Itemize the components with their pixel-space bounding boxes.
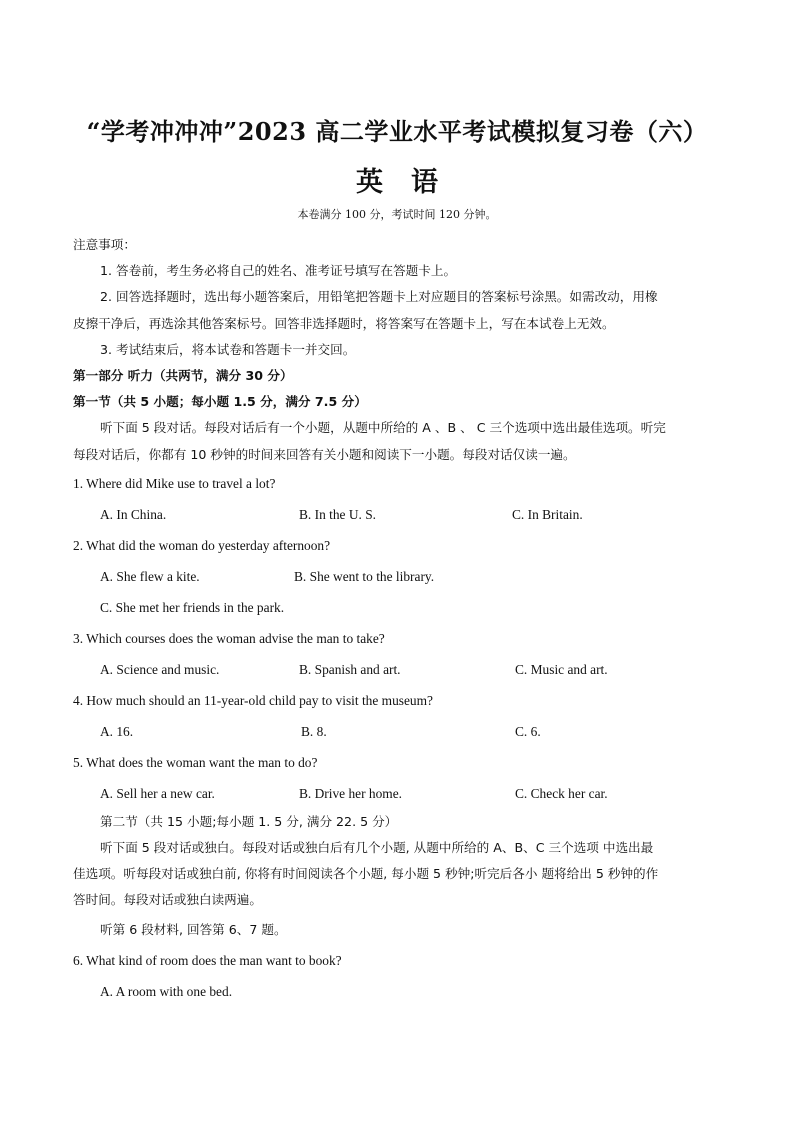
question-1: 1. Where did Mike use to travel a lot? bbox=[73, 475, 276, 491]
section1-heading: 第一节（共 5 小题；每小题 1.5 分，满分 7.5 分） bbox=[73, 394, 367, 410]
question-2-options bbox=[73, 561, 723, 592]
section2-heading: 第二节（共 15 小题;每小题 1. 5 分, 满分 22. 5 分） bbox=[100, 813, 398, 829]
exam-body bbox=[73, 232, 723, 1007]
option-b: B. In the U. S. bbox=[299, 506, 376, 522]
section1-instruction: 每段对话后，你都有 10 秒钟的时间来回答有关小题和阅读下一小题。每段对话仅读一遍。 bbox=[73, 446, 576, 462]
material-6-note: 听第 6 段材料, 回答第 6、7 题。 bbox=[100, 921, 287, 937]
question-5: 5. What does the woman want the man to do? bbox=[73, 754, 318, 770]
option-c: C. 6. bbox=[515, 723, 541, 739]
section1-instruction: 听下面 5 段对话。每段对话后有一个小题，从题中所给的 A 、B 、 C 三个选项中选出最佳选项。听完 bbox=[100, 420, 666, 436]
notice-item: 1. 答卷前，考生务必将自己的姓名、准考证号填写在答题卡上。 bbox=[100, 263, 457, 279]
subject-title: 英语 bbox=[356, 167, 466, 198]
question-2: 2. What did the woman do yesterday afternoon? bbox=[73, 537, 331, 553]
option-b: B. Spanish and art. bbox=[299, 661, 401, 677]
question-3: 3. Which courses does the woman advise the man to take? bbox=[73, 630, 385, 646]
part1-heading: 第一部分 听力（共两节，满分 30 分） bbox=[73, 368, 293, 384]
option-a: A. Science and music. bbox=[100, 661, 220, 677]
option-a: A. 16. bbox=[100, 723, 134, 739]
question-6-options bbox=[73, 976, 723, 1007]
notice-item: 2. 回答选择题时，选出每小题答案后，用铅笔把答题卡上对应题目的答案标号涂黑。如需改动，用橡 bbox=[100, 289, 658, 305]
option-b: B. 8. bbox=[301, 723, 327, 739]
question-2-options-row2 bbox=[73, 592, 723, 623]
option-a: A. She flew a kite. bbox=[100, 568, 200, 584]
option-a: A. A room with one bed. bbox=[100, 983, 233, 999]
option-b: B. She went to the library. bbox=[294, 568, 435, 584]
question-1-options bbox=[73, 499, 723, 530]
exam-title: “学考冲冲冲”2023 高二学业水平考试模拟复习卷（六） bbox=[86, 117, 708, 146]
option-a: A. In China. bbox=[100, 506, 167, 522]
notice-item: 皮擦干净后，再选涂其他答案标号。回答非选择题时，将答案写在答题卡上，写在本试卷上无效。 bbox=[73, 315, 615, 331]
question-6: 6. What kind of room does the man want to book? bbox=[73, 952, 342, 968]
notice-item: 3. 考试结束后，将本试卷和答题卡一并交回。 bbox=[100, 341, 356, 357]
option-c: C. Music and art. bbox=[515, 661, 608, 677]
question-3-options bbox=[73, 654, 723, 685]
question-5-options bbox=[73, 778, 723, 809]
option-b: B. Drive her home. bbox=[299, 785, 403, 801]
exam-note: 本卷满分 100 分，考试时间 120 分钟。 bbox=[297, 208, 497, 221]
option-a: A. Sell her a new car. bbox=[100, 785, 215, 801]
option-c: C. In Britain. bbox=[512, 506, 583, 522]
section2-instruction: 答时间。每段对话或独白读两遍。 bbox=[73, 892, 262, 908]
question-4-options bbox=[73, 716, 723, 747]
notice-heading: 注意事项： bbox=[73, 237, 136, 252]
option-c: C. Check her car. bbox=[515, 785, 608, 801]
section2-instruction: 听下面 5 段对话或独白。每段对话或独白后有几个小题, 从题中所给的 A、B、C 三个选项 中选出最 bbox=[100, 840, 654, 856]
section2-instruction: 佳选项。听每段对话或独白前, 你将有时间阅读各个小题, 每小题 5 秒钟;听完后各小 题将给出 5 秒钟的作 bbox=[73, 866, 659, 882]
option-c: C. She met her friends in the park. bbox=[100, 599, 285, 615]
question-4: 4. How much should an 11-year-old child pay to visit the museum? bbox=[73, 692, 433, 708]
